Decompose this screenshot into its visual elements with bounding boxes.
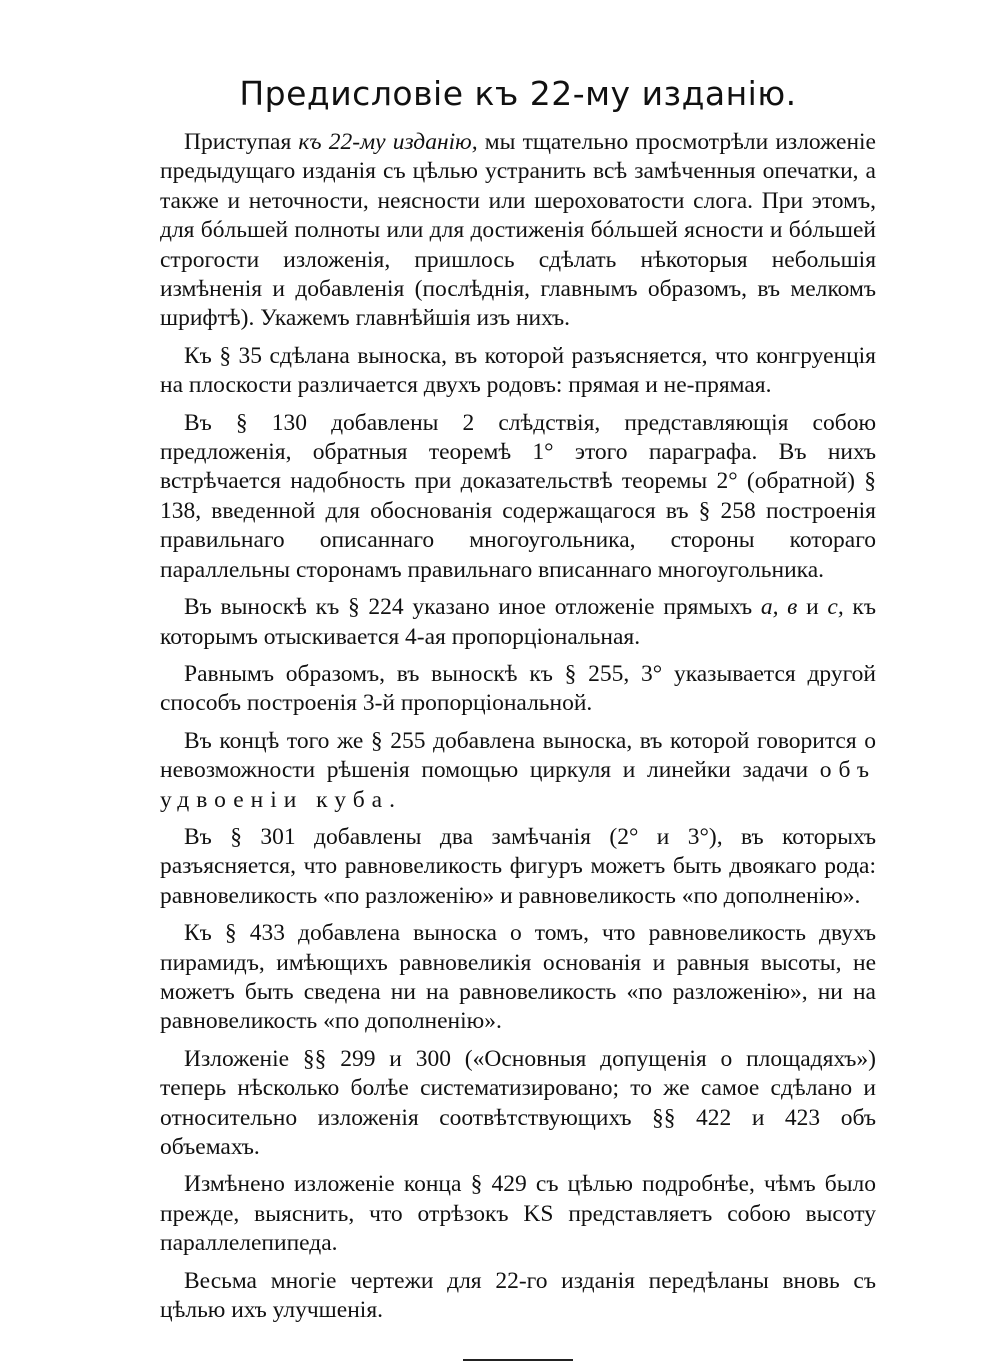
preface-paragraph: [160, 1267, 876, 1326]
paragraph-text: объ удвоеніи куба.: [160, 757, 876, 813]
paragraph-text: къ 22-му изданію,: [298, 129, 478, 155]
preface-paragraph: [160, 660, 876, 719]
preface-body: [160, 128, 876, 1325]
preface-paragraph: [160, 342, 876, 401]
paragraph-text: мы тщательно просмотрѣли изложеніе предыдущаго изданія съ цѣлью устранить всѣ замѣченныя опечатки, а также и неточности, неясности или шероховатости слога. При этомъ, для бóльшей полноты или для достиженія бóльшей ясности и бóльшей строгости изложенія, пришлось сдѣлать нѣкоторыя небольшія измѣненія и добавленія (послѣднія, главнымъ образомъ, въ мелкомъ шрифтѣ). Укажемъ главнѣйшія изъ нихъ.: [160, 129, 876, 332]
end-rule: [463, 1359, 573, 1361]
paragraph-text: Къ § 35 сдѣлана выноска, въ которой разъясняется, что конгруенція на плоскости различается двухъ родовъ: прямая и не-прямая.: [160, 342, 876, 399]
paragraph-text: къ которымъ отыскивается 4-ая пропорціональная.: [160, 594, 877, 650]
preface-paragraph: [160, 409, 876, 585]
paragraph-text: и: [797, 594, 828, 621]
preface-paragraph: [160, 128, 876, 334]
paragraph-text: Въ § 130 добавлены 2 слѣдствія, представляющія собою предложенія, обратныя теоремѣ 1° этого параграфа. Въ нихъ встрѣчается надобность при доказательствѣ теоремы 2° (обратной) § 138, введенной для обоснованія содержащагося въ § 258 построенія правильнаго описаннаго многоугольника, стороны котораго параллельны сторонамъ правильнаго вписаннаго многоугольника.: [160, 409, 876, 583]
paragraph-text: Измѣнено изложеніе конца § 429 съ цѣлью подробнѣе, чѣмъ было прежде, выяснить, что отрѣзокъ KS представляетъ собою высоту параллелепипеда.: [160, 1171, 876, 1257]
page-title: Предисловіе къ 22-му изданію.: [239, 74, 797, 113]
paragraph-text: Равнымъ образомъ, въ выноскѣ къ § 255, 3° указывается другой способъ построенія 3-й пропорціональной.: [160, 660, 876, 717]
paragraph-text: Къ § 433 добавлена выноска о томъ, что равновеликость двухъ пирамидъ, имѣющихъ равновеликія основанія и равныя высоты, не можетъ быть сведена ни на равновеликость «по разложенію», ни на равновеликость «по дополненію».: [160, 920, 876, 1035]
paragraph-text: c,: [827, 594, 844, 621]
preface-page: [160, 72, 876, 1361]
paragraph-text: Въ выноскѣ къ § 224 указано иное отложеніе прямыхъ: [184, 594, 761, 621]
preface-paragraph: [160, 1170, 876, 1258]
paragraph-text: Въ концѣ того же § 255 добавлена выноска, въ которой говорится о невозможности рѣшенія помощью циркуля и линейки задачи: [160, 727, 876, 784]
paragraph-text: Весьма многіе чертежи для 22-го изданія передѣланы вновь съ цѣлью ихъ улучшенія.: [160, 1267, 876, 1324]
paragraph-text: Приступая: [184, 129, 299, 155]
preface-paragraph: [160, 593, 876, 652]
preface-paragraph: [160, 727, 876, 815]
paragraph-text: Въ § 301 добавлены два замѣчанія (2° и 3°), въ которыхъ разъясняется, что равновеликость фигуръ можетъ быть двоякаго рода: равновеликость «по разложенію» и равновеликость «по дополненію».: [160, 823, 876, 909]
preface-paragraph: [160, 1045, 876, 1163]
preface-paragraph: [160, 823, 876, 911]
paragraph-text: a, в: [760, 594, 798, 621]
preface-paragraph: [160, 919, 876, 1037]
paragraph-text: Изложеніе §§ 299 и 300 («Основныя допущенія о площадяхъ») теперь нѣсколько болѣе систематизировано; то же самое сдѣлано и относительно изложенія соотвѣтствующихъ §§ 422 и 423 объ объемахъ.: [160, 1045, 876, 1160]
